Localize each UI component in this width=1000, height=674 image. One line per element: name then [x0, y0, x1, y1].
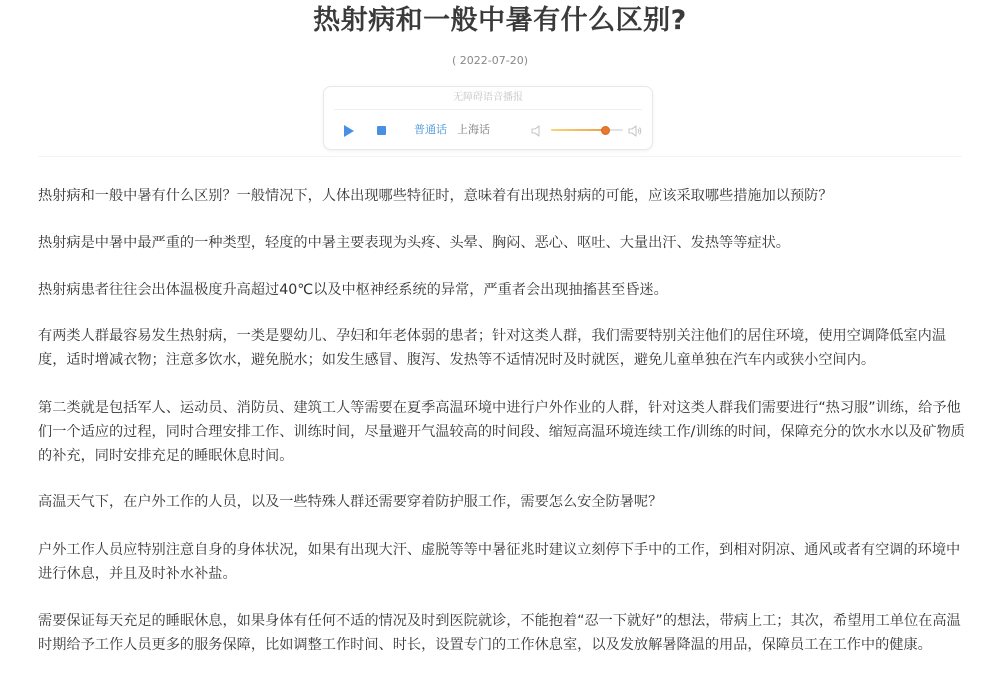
paragraph-3 — [38, 278, 968, 302]
paragraph-text: 户外工作人员应特别注意自身的身体状况，如果有出现大汗、虚脱等等中暑征兆时建议立刻停下手中的工作，到相对阴凉、通风或者有空调的环境中进行休息，并且及时补水补盐。 — [38, 542, 961, 582]
audio-player — [323, 86, 653, 150]
paragraph-text: 有两类人群最容易发生热射病，一类是婴幼儿、孕妇和年老体弱的患者；针对这类人群，我们需要特别关注他们的居住环境，使用空调降低室内温度，适时增减衣物；注意多饮水，避免脱水；如发生感冒、腹泻、发热等不适情况时及时就医，避免儿童单独在汽车内或狭小空间内。 — [38, 328, 947, 368]
volume-slider[interactable] — [551, 128, 623, 132]
paragraph-text: 热射病患者往往会出体温极度升高超过40℃以及中枢神经系统的异常，严重者会出现抽搐甚至昏迷。 — [38, 282, 668, 298]
paragraph-7 — [38, 538, 968, 586]
paragraph-2 — [38, 231, 968, 255]
paragraph-text: 热射病是中暑中最严重的一种类型，轻度的中暑主要表现为头疼、头晕、胸闷、恶心、呕吐、大量出汗、发热等等症状。 — [38, 235, 790, 251]
stop-icon[interactable] — [377, 126, 386, 135]
volume-slider-thumb[interactable] — [601, 126, 610, 135]
volume-slider-fill — [551, 129, 605, 131]
volume-low-icon — [531, 123, 543, 137]
paragraph-8 — [38, 609, 968, 657]
article-title: 热射病和一般中暑有什么区别? — [313, 5, 687, 36]
publish-date: ( 2022-07-20) — [451, 54, 528, 67]
paragraph-text: 热射病和一般中暑有什么区别？一般情况下，人体出现哪些特征时，意味着有出现热射病的可能，应该采取哪些措施加以预防？ — [38, 188, 833, 204]
paragraph-4 — [38, 324, 968, 372]
paragraph-text: 需要保证每天充足的睡眠休息，如果身体有任何不适的情况及时到医院就诊，不能抱着“忍一下就好”的想法，带病上工；其次，希望用工单位在高温时期给予工作人员更多的服务保障，比如调整工作时间、时长，设置专门的工作休息室，以及发放解暑降温的用品，保障员工在工作中的健康。 — [38, 613, 961, 653]
paragraph-5 — [38, 396, 968, 468]
paragraph-text: 高温天气下，在户外工作的人员，以及一些特殊人群还需要穿着防护服工作，需要怎么安全防暑呢？ — [38, 494, 663, 510]
paragraph-6 — [38, 490, 968, 514]
dialect-shanghainese[interactable]: 上海话 — [457, 123, 490, 136]
paragraph-1 — [38, 184, 968, 208]
dialect-mandarin[interactable]: 普通话 — [414, 123, 447, 136]
player-divider — [334, 109, 642, 110]
play-icon[interactable] — [343, 123, 355, 137]
paragraph-text: 第二类就是包括军人、运动员、消防员、建筑工人等需要在夏季高温环境中进行户外作业的人群，针对这类人群我们需要进行“热习服”训练，给予他们一个适应的过程，同时合理安排工作、训练时间，尽量避开气温较高的时间段、缩短高温环境连续工作/训练的时间，保障充分的饮水水以及矿物质的补充，同时安排充足的睡眠休息时间。 — [38, 400, 965, 464]
player-caption: 无障碍语音播报 — [453, 92, 523, 103]
header-divider — [38, 156, 962, 157]
volume-high-icon — [628, 123, 642, 137]
